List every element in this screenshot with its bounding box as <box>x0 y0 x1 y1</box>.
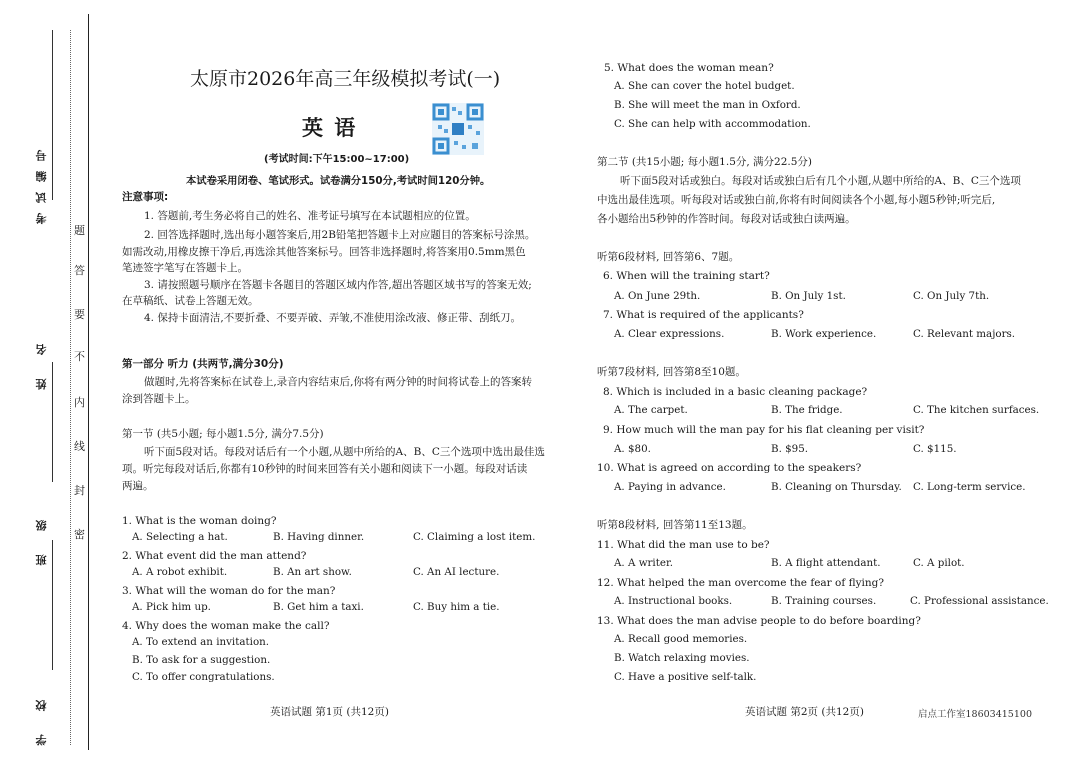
option-c: C. A pilot. <box>913 557 965 569</box>
school-label: 学 校 <box>35 690 48 746</box>
question-stem: 8. Which is included in a basic cleaning package? <box>603 386 868 398</box>
material-heading: 听第6段材料, 回答第6、7题。 <box>597 251 740 263</box>
option-a: A. Selecting a hat. <box>132 531 228 543</box>
option-a: A. Paying in advance. <box>614 481 726 493</box>
option-c: C. She can help with accommodation. <box>614 118 811 130</box>
option-b: B. Watch relaxing movies. <box>614 652 750 664</box>
section1-intro: 两遍。 <box>122 480 154 492</box>
section2-heading: 第二节 (共15小题; 每小题1.5分, 满分22.5分) <box>597 156 813 168</box>
question-stem: 7. What is required of the applicants? <box>603 309 804 321</box>
question-stem: 5. What does the woman mean? <box>604 62 774 74</box>
material-heading: 听第7段材料, 回答第8至10题。 <box>597 366 746 378</box>
option-b: B. To ask for a suggestion. <box>132 654 271 666</box>
option-b: B. She will meet the man in Oxford. <box>614 99 801 111</box>
seal-char: 答 <box>74 264 85 277</box>
seal-char: 密 <box>74 528 85 541</box>
seal-char: 要 <box>74 308 85 321</box>
option-c: C. Buy him a tie. <box>413 601 500 613</box>
part1-intro: 涂到答题卡上。 <box>122 393 196 405</box>
section2-intro: 中选出最佳选项。听每段对话或独白前,你将有时间阅读各个小题,每小题5秒钟;听完后, <box>597 194 996 206</box>
option-a: A. She can cover the hotel budget. <box>614 80 795 92</box>
exam-number-line <box>52 30 53 200</box>
option-a: A. $80. <box>614 443 651 455</box>
seal-char: 线 <box>74 440 85 453</box>
option-b: B. $95. <box>771 443 809 455</box>
notes-item: 3. 请按照题号顺序在答题卡各题目的答题区域内作答,超出答题区域书写的答案无效; <box>144 279 532 291</box>
exam-info: 本试卷采用闭卷、笔试形式。试卷满分150分,考试时间120分钟。 <box>186 175 491 187</box>
notes-heading: 注意事项: <box>122 191 169 203</box>
option-c: C. On July 7th. <box>913 290 990 302</box>
option-b: B. Get him a taxi. <box>273 601 364 613</box>
subject-title: 英 语 <box>302 116 358 140</box>
option-b: B. Work experience. <box>771 328 877 340</box>
option-c: C. Long-term service. <box>913 481 1026 493</box>
question-stem: 1. What is the woman doing? <box>122 515 277 527</box>
option-c: C. Claiming a lost item. <box>413 531 536 543</box>
seal-char: 不 <box>74 350 85 363</box>
option-a: A. A robot exhibit. <box>132 566 228 578</box>
notes-item: 2. 回答选择题时,选出每小题答案后,用2B铅笔把答题卡上对应题目的答案标号涂黑。 <box>144 229 536 241</box>
notes-item: 笔迹签字笔写在答题卡上。 <box>122 262 248 274</box>
class-line <box>52 540 53 670</box>
option-b: B. On July 1st. <box>771 290 846 302</box>
option-b: B. Having dinner. <box>273 531 365 543</box>
qr-code-icon <box>432 103 484 155</box>
question-stem: 10. What is agreed on according to the speakers? <box>597 462 862 474</box>
question-stem: 9. How much will the man pay for his flat cleaning per visit? <box>603 424 925 436</box>
option-b: B. The fridge. <box>771 404 843 416</box>
class-label: 班 级 <box>35 510 48 566</box>
material-heading: 听第8段材料, 回答第11至13题。 <box>597 519 753 531</box>
part1-heading: 第一部分 听力 (共两节,满分30分) <box>122 358 284 370</box>
option-c: C. The kitchen surfaces. <box>913 404 1040 416</box>
notes-item: 在草稿纸、试卷上答题无效。 <box>122 295 259 307</box>
name-line <box>52 362 53 482</box>
question-stem: 4. Why does the woman make the call? <box>122 620 330 632</box>
exam-title: 太原市2026年高三年级模拟考试(一) <box>190 68 501 90</box>
option-c: C. To offer congratulations. <box>132 671 275 683</box>
option-b: B. A flight attendant. <box>771 557 881 569</box>
option-c: C. Have a positive self-talk. <box>614 671 757 683</box>
studio-watermark: 启点工作室18603415100 <box>918 709 1032 720</box>
page-footer-2: 英语试题 第2页 (共12页) <box>745 706 864 718</box>
section1-heading: 第一节 (共5小题; 每小题1.5分, 满分7.5分) <box>122 428 324 440</box>
section1-intro: 听下面5段对话。每段对话后有一个小题,从题中所给的A、B、C三个选项中选出最佳选 <box>144 446 545 458</box>
exam-number-label: 考试编号 <box>35 140 48 224</box>
seal-dotted-line <box>70 30 71 745</box>
option-c: C. $115. <box>913 443 957 455</box>
option-a: A. To extend an invitation. <box>132 636 270 648</box>
question-stem: 12. What helped the man overcome the fear of flying? <box>597 577 884 589</box>
option-a: A. Instructional books. <box>614 595 733 607</box>
option-a: A. The carpet. <box>614 404 688 416</box>
name-label: 姓 名 <box>35 334 48 390</box>
question-stem: 2. What event did the man attend? <box>122 550 307 562</box>
option-c: C. Relevant majors. <box>913 328 1016 340</box>
option-b: B. Training courses. <box>771 595 877 607</box>
seal-char: 内 <box>74 396 85 409</box>
option-a: A. Clear expressions. <box>614 328 725 340</box>
notes-item: 4. 保持卡面清洁,不要折叠、不要弄破、弄皱,不准使用涂改液、修正带、刮纸刀。 <box>144 312 522 324</box>
seal-char: 封 <box>74 484 85 497</box>
question-stem: 6. When will the training start? <box>603 270 770 282</box>
binding-solid-line <box>88 14 89 750</box>
section2-intro: 听下面5段对话或独白。每段对话或独白后有几个小题,从题中所给的A、B、C三个选项 <box>620 175 1021 187</box>
section1-intro: 项。听完每段对话后,你都有10秒钟的时间来回答有关小题和阅读下一小题。每段对话读 <box>122 463 528 475</box>
notes-item: 如需改动,用橡皮擦干净后,再选涂其他答案标号。回答非选择题时,将答案用0.5mm黑色 <box>122 246 526 258</box>
section2-intro: 各小题给出5秒钟的作答时间。每段对话或独白读两遍。 <box>597 213 856 225</box>
option-a: A. Recall good memories. <box>614 633 748 645</box>
question-stem: 11. What did the man use to be? <box>597 539 770 551</box>
option-a: A. Pick him up. <box>132 601 211 613</box>
part1-intro: 做题时,先将答案标在试卷上,录音内容结束后,你将有两分钟的时间将试卷上的答案转 <box>144 376 533 388</box>
question-stem: 3. What will the woman do for the man? <box>122 585 336 597</box>
question-stem: 13. What does the man advise people to do before boarding? <box>597 615 921 627</box>
option-c: C. An AI lecture. <box>413 566 500 578</box>
option-c: C. Professional assistance. <box>910 595 1049 607</box>
exam-time: (考试时间:下午15:00~17:00) <box>264 154 410 165</box>
option-a: A. A writer. <box>614 557 674 569</box>
option-a: A. On June 29th. <box>614 290 701 302</box>
page-footer-1: 英语试题 第1页 (共12页) <box>270 706 389 718</box>
option-b: B. Cleaning on Thursday. <box>771 481 902 493</box>
option-b: B. An art show. <box>273 566 352 578</box>
notes-item: 1. 答题前,考生务必将自己的姓名、准考证号填写在本试题相应的位置。 <box>144 210 476 222</box>
seal-char: 题 <box>74 224 85 237</box>
